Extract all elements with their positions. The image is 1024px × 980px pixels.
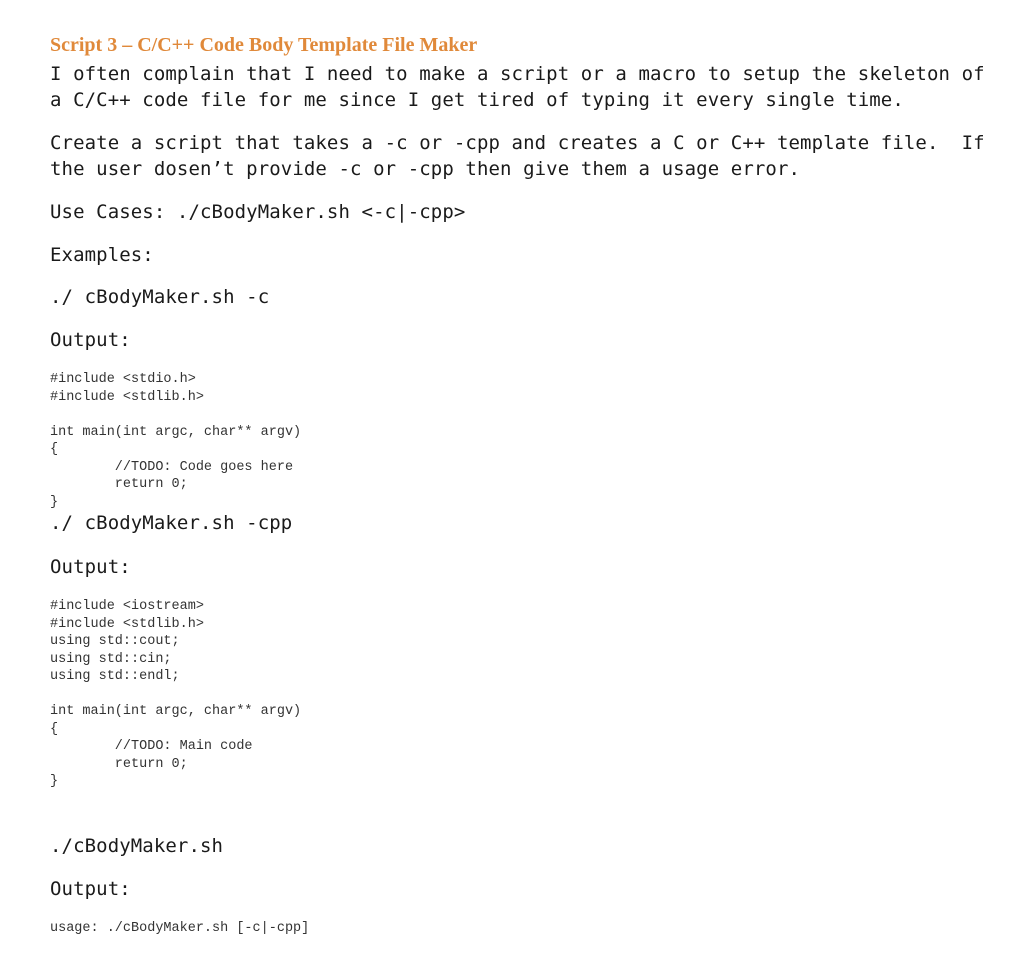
example3-output-label: Output:	[50, 878, 131, 900]
example2-output-label: Output:	[50, 556, 131, 578]
example2-code-block: #include <iostream> #include <stdlib.h> using std::cout; using std::cin; using std::endl; int main(int argc, char** argv) { //TODO: Main code return 0; }	[50, 599, 302, 789]
use-cases-line: Use Cases: ./cBodyMaker.sh <-c|-cpp>	[50, 201, 466, 223]
document-title: Script 3 – C/C++ Code Body Template File Maker	[50, 34, 478, 56]
example1-command: ./ cBodyMaker.sh -c	[50, 286, 270, 308]
example3-command: ./cBodyMaker.sh	[50, 835, 224, 857]
example3-code-block: usage: ./cBodyMaker.sh [-c|-cpp]	[50, 921, 310, 936]
intro-paragraph: I often complain that I need to make a script or a macro to setup the skeleton of a C/C++ code file for me since I get tired of typing it every single time.	[50, 63, 997, 111]
examples-label: Examples:	[50, 244, 154, 266]
task-paragraph: Create a script that takes a -c or -cpp and creates a C or C++ template file. If the user dosen’t provide -c or -cpp then give them a usage error.	[50, 132, 997, 180]
example1-code-block: #include <stdio.h> #include <stdlib.h> int main(int argc, char** argv) { //TODO: Code goes here return 0; }	[50, 372, 302, 510]
example1-output-label: Output:	[50, 329, 131, 351]
example2-command: ./ cBodyMaker.sh -cpp	[50, 512, 293, 534]
